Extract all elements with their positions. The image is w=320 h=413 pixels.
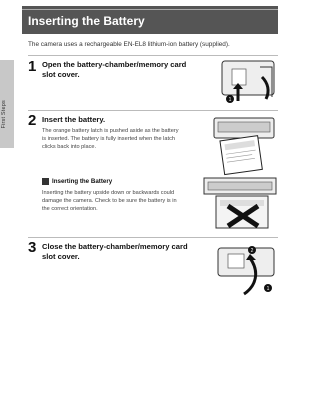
- note-illustration: [202, 176, 278, 232]
- callout-1: 1: [228, 97, 232, 103]
- title-rule: [22, 9, 278, 10]
- body-line: Inserting the battery upside down or backwards could: [42, 190, 175, 196]
- step3-illustration: [216, 242, 276, 296]
- note-title: Inserting the Battery: [52, 178, 113, 185]
- step2-illustration: [212, 114, 276, 176]
- step-title-line: Close the battery-chamber/memory card: [42, 242, 188, 251]
- step-title: [42, 242, 188, 261]
- step-number: 2: [28, 112, 37, 129]
- step-title-line: slot cover.: [42, 69, 80, 79]
- checkmark-icon: [42, 178, 49, 185]
- page-content: [22, 0, 278, 413]
- callout-2: 2: [250, 248, 254, 254]
- step-number: 1: [28, 58, 37, 75]
- step-title-line: Open the battery-chamber/memory card: [42, 60, 187, 69]
- body-line: the correct orientation.: [42, 206, 98, 212]
- section-tab-label: First Steps: [1, 100, 7, 129]
- step-number: 3: [28, 239, 37, 256]
- separator: [28, 110, 278, 111]
- note-body: [42, 189, 177, 213]
- body-line: damage the camera. Check to be sure the battery is in: [42, 198, 177, 204]
- step-body: [42, 127, 179, 151]
- body-line: is inserted. The battery is fully inserted when the latch: [42, 136, 175, 142]
- callout-1: 1: [266, 286, 270, 292]
- step-title: [42, 60, 186, 79]
- title-bar: [22, 6, 278, 34]
- separator: [28, 55, 278, 56]
- body-line: The orange battery latch is pushed aside as the battery: [42, 128, 179, 134]
- step-title-line: slot cover.: [42, 251, 80, 261]
- page-title: Inserting the Battery: [28, 14, 145, 28]
- separator: [28, 237, 278, 238]
- body-line: clicks back into place.: [42, 144, 97, 150]
- step1-illustration: [220, 57, 276, 105]
- intro-text: The camera uses a rechargeable EN-EL8 lithium-ion battery (supplied).: [28, 41, 230, 48]
- step-title: Insert the battery.: [42, 115, 106, 124]
